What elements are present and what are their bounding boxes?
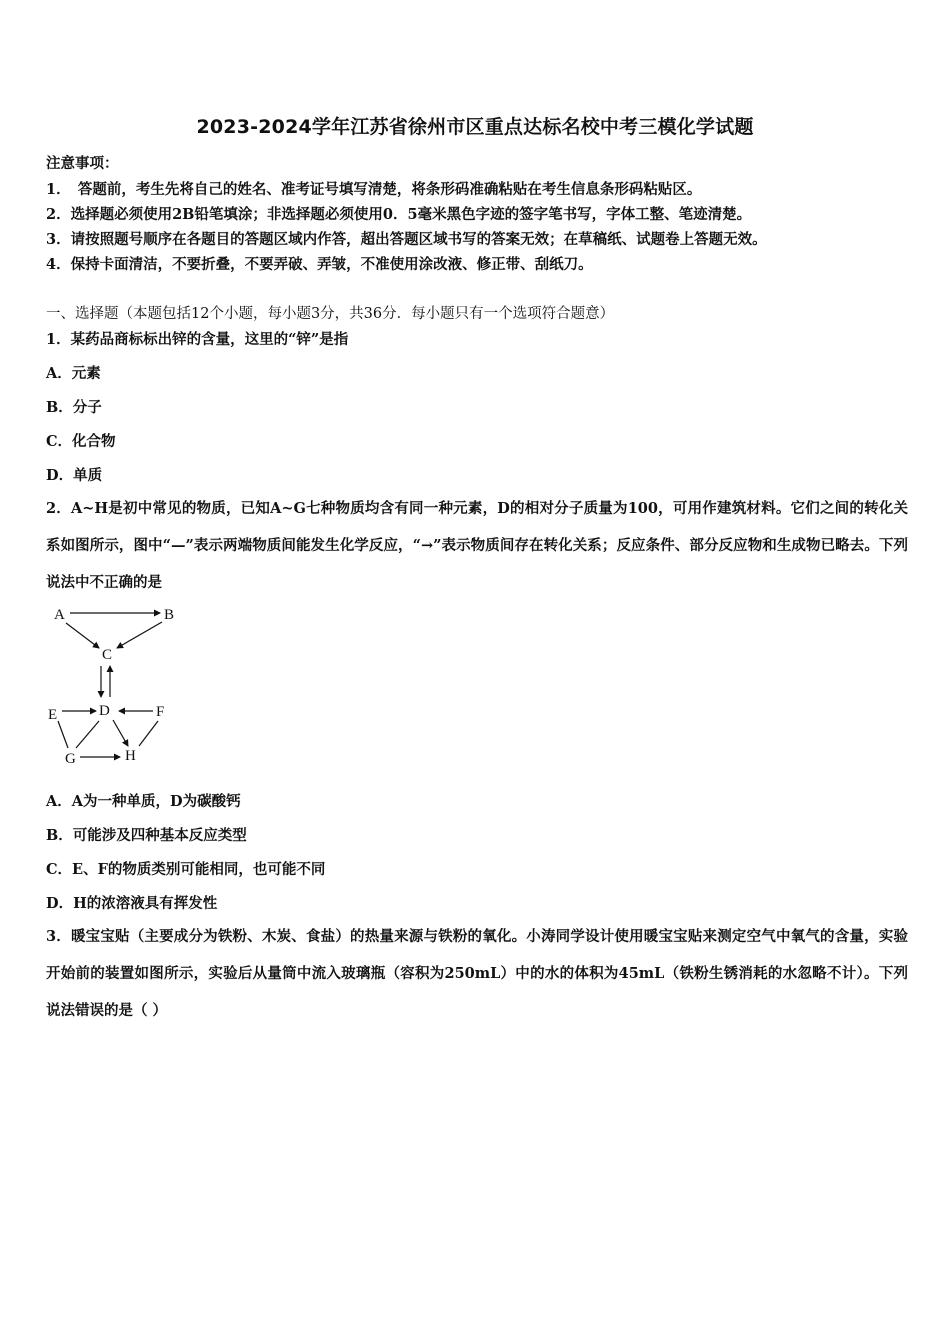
question-3-stem: 3．暖宝宝贴（主要成分为铁粉、木炭、食盐）的热量来源与铁粉的氧化。小涛同学设计使用暖宝宝贴来测定空气中氧气的含量，实验开始前的装置如图所示，实验后从量筒中流入玻璃瓶（容积为250mL）中的水的体积为45mL（铁粉生锈消耗的水忽略不计）。下列说法错误的是（ ） xyxy=(46,928,908,1019)
note-item: 4．保持卡面清洁，不要折叠，不要弄破、弄皱，不准使用涂改液、修正带、刮纸刀。 xyxy=(46,256,593,273)
link-g-d xyxy=(76,721,99,748)
node-d: D xyxy=(99,703,110,719)
link-e-g xyxy=(58,721,68,748)
note-item: 1． 答题前，考生先将自己的姓名、准考证号填写清楚，将条形码准确粘贴在考生信息条形码粘贴区。 xyxy=(46,181,702,198)
node-b: B xyxy=(164,607,175,623)
question-2-option-d: D．H的浓溶液具有挥发性 xyxy=(46,895,218,912)
arrow-a-to-c xyxy=(66,623,99,648)
notes-heading: 注意事项： xyxy=(46,155,119,172)
node-g: G xyxy=(65,751,76,767)
question-2-option-a: A．A为一种单质，D为碳酸钙 xyxy=(46,793,241,810)
node-e: E xyxy=(48,707,58,723)
page-title: 2023-2024学年江苏省徐州市区重点达标名校中考三模化学试题 xyxy=(196,116,754,138)
question-1-option-b: B．分子 xyxy=(46,399,102,416)
section-heading: 一、选择题（本题包括12个小题，每小题3分，共36分．每小题只有一个选项符合题意） xyxy=(46,306,615,322)
link-h-f xyxy=(139,721,158,746)
question-2-option-b: B．可能涉及四种基本反应类型 xyxy=(46,827,247,844)
substance-relation-diagram xyxy=(46,600,196,772)
node-f: F xyxy=(156,704,165,720)
question-2-stem: 2．A~H是初中常见的物质，已知A~G七种物质均含有同一种元素，D的相对分子质量为100，可用作建筑材料。它们之间的转化关系如图所示，图中“—”表示两端物质间能发生化学反应，“→”表示物质间存在转化关系；反应条件、部分反应物和生成物已略去。下列说法中不正确的是 xyxy=(46,500,908,591)
arrow-b-to-c xyxy=(117,622,162,648)
question-1-option-c: C．化合物 xyxy=(46,433,116,450)
question-1-option-a: A．元素 xyxy=(46,365,101,382)
node-a: A xyxy=(54,607,65,623)
note-item: 3．请按照题号顺序在各题目的答题区域内作答，超出答题区域书写的答案无效；在草稿纸、试题卷上答题无效。 xyxy=(46,231,767,248)
node-h: H xyxy=(125,748,136,764)
note-item: 2．选择题必须使用2B铅笔填涂；非选择题必须使用0．5毫米黑色字迹的签字笔书写，字体工整、笔迹清楚。 xyxy=(46,206,752,223)
arrow-d-to-h xyxy=(113,720,128,746)
question-2-option-c: C．E、F的物质类别可能相同，也可能不同 xyxy=(46,861,326,878)
question-1-stem: 1．某药品商标标出锌的含量，这里的“锌”是指 xyxy=(46,331,349,348)
question-1-option-d: D．单质 xyxy=(46,467,103,484)
node-c: C xyxy=(102,647,113,663)
